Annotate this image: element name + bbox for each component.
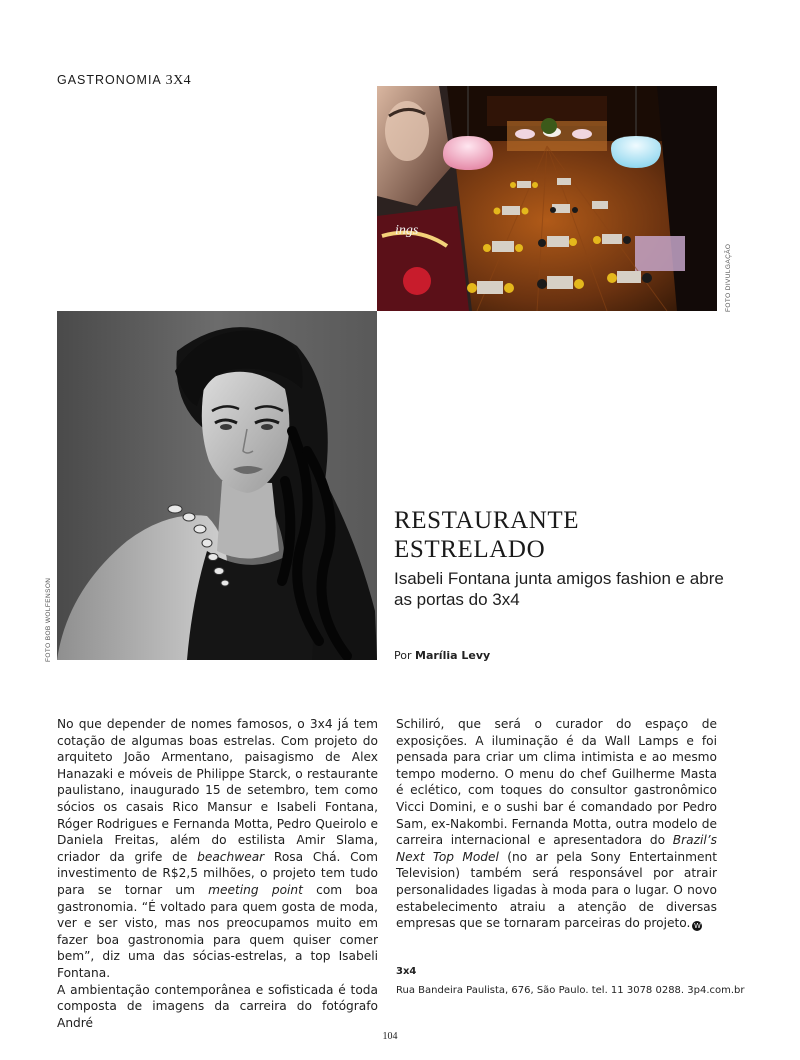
restaurant-photo-credit: FOTO DIVULGAÇÃO [725, 243, 732, 312]
article-paragraph: A ambientação contemporânea e sofisticada é toda composta de imagens da carreira do fotógrafo André [57, 982, 378, 1030]
restaurant-wall-sign-text: ings [395, 223, 419, 238]
byline-author: Marília Levy [415, 649, 491, 662]
article-column-right [396, 716, 717, 932]
portrait-illustration [57, 311, 377, 660]
italic-term: Brazil’s Next Top Model [396, 833, 717, 864]
section-label [57, 73, 191, 89]
restaurant-interior-illustration [377, 86, 717, 311]
portrait-photo-credit: FOTO BOB WOLFENSON [45, 577, 52, 662]
headline-line-1: RESTAURANTE [394, 507, 580, 534]
venue-info-title: 3x4 [396, 966, 417, 977]
section-label-text: GASTRONOMIA [57, 73, 162, 87]
article-paragraph [57, 716, 378, 982]
venue-info-address: Rua Bandeira Paulista, 676, São Paulo. tel. 11 3078 0288. 3p4.com.br [396, 985, 745, 996]
text-run: Rosa Chá. Com investimento de R$2,5 milhões, o projeto tem tudo para se tornar um [57, 849, 378, 897]
article-headline [394, 506, 579, 564]
article-column-left [57, 716, 378, 1031]
text-run: com boa gastronomia. “É voltado para quem gosta de moda, ver e ser visto, mas nos preocupamos muito em fazer boa gastronomia para quem quiser comer bem”, diz uma das sócias-estrelas, a top Isabeli Fontana. [57, 882, 378, 980]
restaurant-interior-photo [377, 86, 717, 311]
isabeli-fontana-portrait-photo [57, 311, 377, 660]
article-byline [394, 649, 490, 662]
headline-line-2: ESTRELADO [394, 536, 546, 563]
italic-term: meeting point [208, 882, 303, 897]
article-subhead: Isabeli Fontana junta amigos fashion e abre as portas do 3x4 [394, 569, 724, 609]
section-number: 3X4 [165, 73, 192, 88]
article-end-mark-icon: W [693, 922, 701, 931]
text-run: (no ar pela Sony Entertainment Television) também será responsável por atrair personalidades ligadas à moda para o lugar. O novo estabelecimento atraiu a atenção de diversas empresas que se tornaram parceiras do projeto. [396, 849, 718, 931]
page-number: 104 [382, 1031, 398, 1042]
byline-prefix: Por [394, 649, 412, 662]
text-run: Schiliró, que será o curador do espaço de exposições. A iluminação é da Wall Lamps e foi pensada para criar um clima intimista e ao mesmo tempo moderno. O menu do chef Guilherme Masta é eclético, com toques do consultor gastronômico Vicci Domini, e o sushi bar é comandado por Pedro Sam, ex-Nakombi. Fernanda Motta, outra modelo de carreira internacional e apresentadora do [396, 717, 717, 848]
text-run: No que depender de nomes famosos, o 3x4 já tem cotação de algumas boas estrelas. Com projeto do arquiteto João Armentano, paisagismo de Alex Hanazaki e móveis de Philippe Starck, o restaurante paulistano, inaugurado 15 de setembro, tem como sócios os casais Rico Mansur e Isabeli Fontana, Róger Rodrigues e Fernanda Motta, Pedro Queirolo e Daniela Freitas, além do estilista Amir Slama, criador da grife de [57, 717, 378, 864]
italic-term: beachwear [197, 849, 265, 864]
article-paragraph [396, 716, 717, 932]
